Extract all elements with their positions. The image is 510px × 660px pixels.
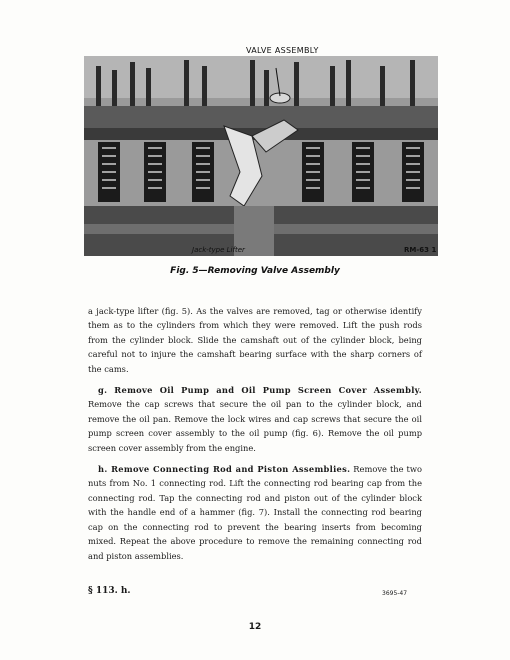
- footer-code: 3695-47: [382, 590, 408, 597]
- paragraph-g-text: Remove the cap screws that secure the oil pan to the cylinder block, and remove the oil pan. Remove the lock wires and cap screws that secure the oil pump screen cover assembly to the oil pump (fig. 6). Remove the oil pump screen cover assembly from the engine.: [88, 399, 422, 453]
- paragraph-g: [88, 383, 422, 455]
- engine-illustration: [84, 56, 438, 256]
- section-reference: § 113. h.: [88, 586, 131, 596]
- figure-caption: Fig. 5—Removing Valve Assembly: [170, 266, 340, 276]
- page-number: 12: [248, 622, 262, 632]
- paragraph-g-heading: g. Remove Oil Pump and Oil Pump Screen Cover Assembly.: [98, 385, 422, 396]
- paragraph-1: a jack-type lifter (fig. 5). As the valves are removed, tag or otherwise identify them as to the cylinders from which they were removed. Lift the push rods from the cylinder block. Slide the camshaft out of the cylinder block, being careful not to injure the camshaft bearing surface with the sharp corners of the cams.: [88, 306, 422, 374]
- paragraph-h-heading: h. Remove Connecting Rod and Piston Assemblies.: [98, 464, 351, 475]
- paragraph-h-text: Remove the two nuts from No. 1 connecting rod. Lift the connecting rod bearing cap from the connecting rod. Tap the connecting rod and piston out of the cylinder block with the handle end of a hammer (fig. 7). Install the connecting rod bearing cap on the connecting rod to prevent the bearing inserts from becoming mixed. Repeat the above procedure to remove the remaining connecting rod and piston assemblies.: [88, 464, 422, 561]
- valve-assembly-photo: [84, 56, 438, 256]
- body-text: [88, 304, 422, 570]
- figure-top-label: VALVE ASSEMBLY: [246, 46, 319, 55]
- figure-code: RM-63 1: [404, 246, 437, 254]
- figure-lifter-label: Jack-type Lifter: [192, 246, 245, 254]
- paragraph-h: [88, 462, 422, 563]
